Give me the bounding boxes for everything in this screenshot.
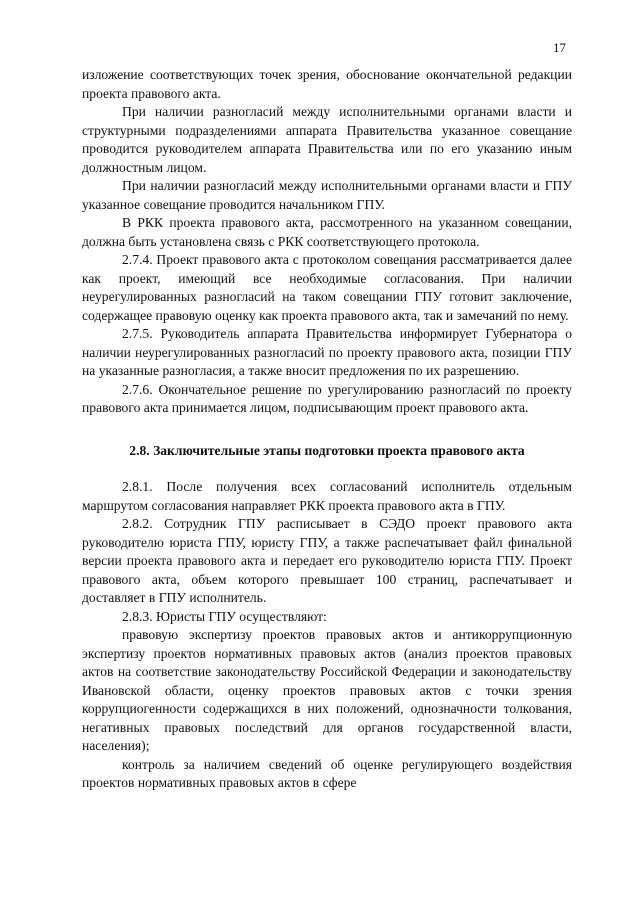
paragraph: 2.7.5. Руководитель аппарата Правительства информирует Губернатора о наличии неурегулированных разногласий по проекту правового акта, позиции ГПУ на указанные разногласия, а также вносит предложения по их разрешению. — [82, 326, 572, 378]
paragraphs-after-section — [82, 478, 572, 793]
paragraph: изложение соответствующих точек зрения, обоснование окончательной редакции проекта правового акта. — [82, 67, 572, 101]
paragraph: 2.8.1. После получения всех согласований исполнитель отдельным маршрутом согласования направляет РКК проекта правового акта в ГПУ. — [82, 479, 572, 513]
paragraphs-before-section — [82, 66, 572, 418]
paragraph: правовую экспертизу проектов правовых актов и антикоррупционную экспертизу проектов нормативных правовых актов (анализ проектов правовых актов на соответствие законодательству Российской Федерации и законодательству Ивановской области, оценку проектов правовых актов с точки зрения коррупциогенности содержащихся в них положений, однозначности толкования, негативных правовых последствий для органов государственной власти, населения); — [82, 627, 572, 753]
section-heading: 2.8. Заключительные этапы подготовки проекта правового акта — [129, 442, 525, 458]
paragraph: 2.7.4. Проект правового акта с протоколом совещания рассматривается далее как проект, имеющий все необходимые согласования. При наличии неурегулированных разногласий на таком совещании ГПУ готовит заключение, содержащее правовую оценку как проекта правового акта, так и замечаний по нему. — [82, 252, 572, 323]
paragraph: В РКК проекта правового акта, рассмотренного на указанном совещании, должна быть установлена связь с РКК соответствующего протокола. — [82, 215, 572, 249]
paragraph: 2.7.6. Окончательное решение по урегулированию разногласий по проекту правового акта принимается лицом, подписывающим проект правового акта. — [82, 381, 572, 415]
document-body — [82, 66, 572, 793]
paragraph: 2.8.3. Юристы ГПУ осуществляют: — [122, 608, 327, 624]
paragraph: контроль за наличием сведений об оценке регулирующего воздействия проектов нормативных правовых актов в сфере — [82, 756, 572, 790]
paragraph: При наличии разногласий между исполнительными органами власти и ГПУ указанное совещание проводится начальником ГПУ. — [82, 178, 572, 212]
paragraph: 2.8.2. Сотрудник ГПУ расписывает в СЭДО проект правового акта руководителю юриста ГПУ, юристу ГПУ, а также распечатывает файл финальной версии проекта правового акта и передает его руководителю юриста ГПУ. Проект правового акта, объем которого превышает 100 страниц, распечатывает и доставляет в ГПУ исполнитель. — [82, 516, 572, 605]
page-number: 17 — [553, 40, 566, 55]
paragraph: При наличии разногласий между исполнительными органами власти и структурными подразделениями аппарата Правительства указанное совещание проводится руководителем аппарата Правительства или по его указанию иным должностным лицом. — [82, 104, 572, 175]
